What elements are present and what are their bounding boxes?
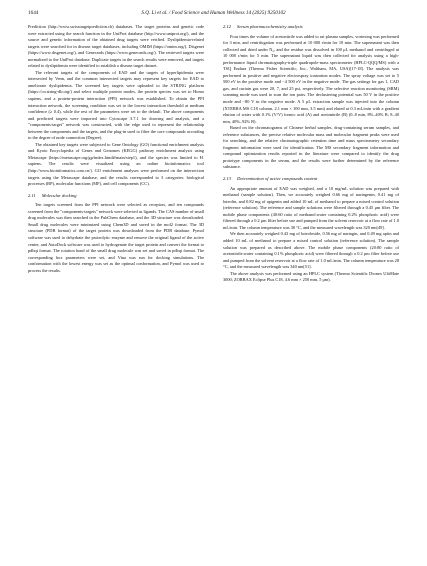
section-number: 2.13 bbox=[223, 176, 232, 182]
section-title: Molecular docking bbox=[41, 192, 77, 198]
paragraph: Based on the chromatograms of Chinese herbal samples, drug-containing serum samples, and reference substances, the precise relative molecular mass and molecular fragment peaks were used for searching, and the relative chromatographic retention time and mass spectrometry secondary fragment information were used for identification. The MS secondary fragment information and compound optimization results reported in the literature were compared to identify the drug prototype components in the serum, and the results were further determined by the reference substance. bbox=[223, 125, 399, 170]
paragraph: The relevant targets of the components of EAD and the targets of hyperlipidemia were intersected by Venn, and the common intersected targets may represent key targets for EAD to ameliorate dyslipidemia. The screened key targets were uploaded to the STRING platform (https://cn.string-db.org/) and select multiple protein modes, the protein species was set to Homo sapiens, and a protein-protein interaction (PPI) network was established. To obtain the PPI interaction network, the screening condition was set to the lowest interaction threshold at medium confidence (≥ 0.4), while the rest of the parameters were set to the default. The above components and predicted targets were imported into Cytoscape 3.7.1 for drawing and analysis, and a "components-target" network was constructed, with the edge used to represent the relationship between the components and the targets, and the plug-in used to filter the core compounds according to the degree of node connection (Degree). bbox=[28, 69, 204, 141]
left-column bbox=[28, 24, 204, 274]
section-heading-2-11 bbox=[28, 193, 204, 200]
paragraph: Prediction (http://www.swisstargetprediction.ch) databases. The target proteins and genetic code were extracted using the search function in the UniProt database (http://www.uniprot.org/), and the source and genetic information of the obtained drug targets were verified. Dyslipidemia-related targets were searched for in disease target databases, including OMIM (https://omim.org/), Disgenet (https://www.disgenet.org/), and Genecards (https://www.genecards.org/). The retrieved targets were normalized to the UniProt database. Duplicate targets in the search results were removed, and targets related to dyslipidemia were identified to establish a disease target dataset. bbox=[28, 24, 204, 69]
section-number: 2.12 bbox=[223, 24, 232, 29]
running-title: S.Q. Li et al. / Food Science and Human Wellness 14 (2025) 9250102 bbox=[141, 10, 286, 16]
section-heading-2-12 bbox=[223, 24, 399, 31]
page-header bbox=[28, 10, 399, 20]
page-number: 1644 bbox=[28, 10, 39, 16]
section-title: Determination of active compounds content bbox=[237, 176, 318, 182]
paragraph: Four times the volume of acetonitrile was added to rat plasma samples, vortexing was performed for 3 min, and centrifugation was performed at 10 000 r/min for 10 min. The supernatant was then collected and dried under N₂, and the residue was dissolved in 100 μL methanol and centrifuged at 10 000 r/min for 5 min. The supernatant liquid was then collected for analysis using a high-performance liquid chromatography-triple quadrupole-mass spectrometer (HPLC-QQQ/MS) with a TSQ Endura (Thermo Fisher Scientific, Inc., Waltham, MA, USA)[17-18]. The analysis was performed in positive and negative electrospray ionization modes. The spray voltage was set to 5 500 eV in the positive mode and −4 500 eV in the negative mode. The gas settings for gas 1, CAD gas, and curtain gas were 20, 7, and 25 psi, respectively. The selective reaction monitoring (SRM) scanning mode was used to scan the ion pairs. The declustering potential was 50 V in the positive mode and −80 V in the negative mode. A 5 μL extraction sample was injected into the column (XTERRA MS C18 column, 2.1 mm × 100 mm, 3.5 mm) and eluted at 0.3 mL/min with a gradient elution of water with 0.1% (V/V) formic acid (A) and acetonitrile (B) (0–8 min, 8%–40% B; 8–40 min, 40%–92% B). bbox=[223, 33, 399, 124]
paragraph: An appropriate amount of EAD was weighed, and a 10 mg/mL solution was prepared with methanol (sample solution). Then, we accurately weighed 0.66 mg of naringenin, 0.41 mg of luteolin, and 0.82 mg of apigenin and added 10 mL of methanol to prepare a mixed control solution (reference solution). The reference and sample solutions were filtered through a 0.45 μm filter. The mobile phase components (40:60 ratio of methanol:water containing 0.2% phosphoric acid) were filtered through a 0.2 μm filter before use and pumped from the solvent reservoir at a flow rate of 1.0 mL/min. The column temperature was 30 °C, and the measured wavelength was 320 nm[49]. bbox=[223, 185, 399, 230]
right-column bbox=[223, 24, 399, 284]
paragraph: Ten targets screened from the PPI network were selected as receptors, and ten compounds screened from the "components-targets" network were selected as ligands. The CAS number of small drug molecules was then searched in the PubChem database, and the 3D structure was downloaded. Small drug molecules were minimized using Chem3D and saved in the mol2 format. The 3D structure (PDB format) of the target protein was downloaded from the PDB database. Pymol software was used to dehydrate the proteolytic enzyme and remove the original ligand of the active center, and AutoDock software was used to hydrogenate the target protein and convert the format to pdbqt format. The rotation bond of the small drug molecule was set and saved in pdbqt format. The corresponding box parameters were set, and Vina was run for docking simulations. The conformation with the lowest energy was set as the optimal conformation, and Pymol was used to process the results. bbox=[28, 202, 204, 273]
section-heading-2-13 bbox=[223, 176, 399, 183]
section-number: 2.11 bbox=[28, 192, 36, 198]
paragraph: The above analysis was performed using an HPLC system (Thermo Scientific Dionex UltiMate 3000; ZORBAX Eclipse Plus C18, 4.6 mm × 250 mm, 5 μm). bbox=[223, 270, 399, 283]
paragraph: We then accurately weighed 0.43 mg of luteoloside, 0.56 mg of naringin, and 0.49 mg apiin and added 10 mL of methanol to prepare a mixed control solution (reference solution). The sample solution was prepared as described above. The mobile phase components (20:80 ratio of acetonitrile:water containing 0.1% phosphoric acid) were filtered through a 0.2 μm filter before use and pumped from the solvent reservoir at a flow rate of 1.0 mL/min. The column temperature was 28 °C, and the measured wavelength was 340 nm[51]. bbox=[223, 231, 399, 270]
paragraph: The obtained key targets were subjected to Gene Ontology (GO) functional enrichment analysis and Kyoto Encyclopedia of Genes and Genomes (KEGG) pathway enrichment analysis using Metascape (https://metascape.org/gp/index.html#/main/step1), and the species was limited to H. sapiens. The results were visualized using an online bioinformatics tool (http://www.bioinformatics.com.cn/). GO enrichment analyses were performed on the intersection targets using the Metascape database, and the results corresponded to 3 categories: biological processes (BP), molecular functions (MF), and cell components (CC). bbox=[28, 141, 204, 187]
section-title: Serum pharmacochemistry analysis bbox=[237, 24, 303, 29]
